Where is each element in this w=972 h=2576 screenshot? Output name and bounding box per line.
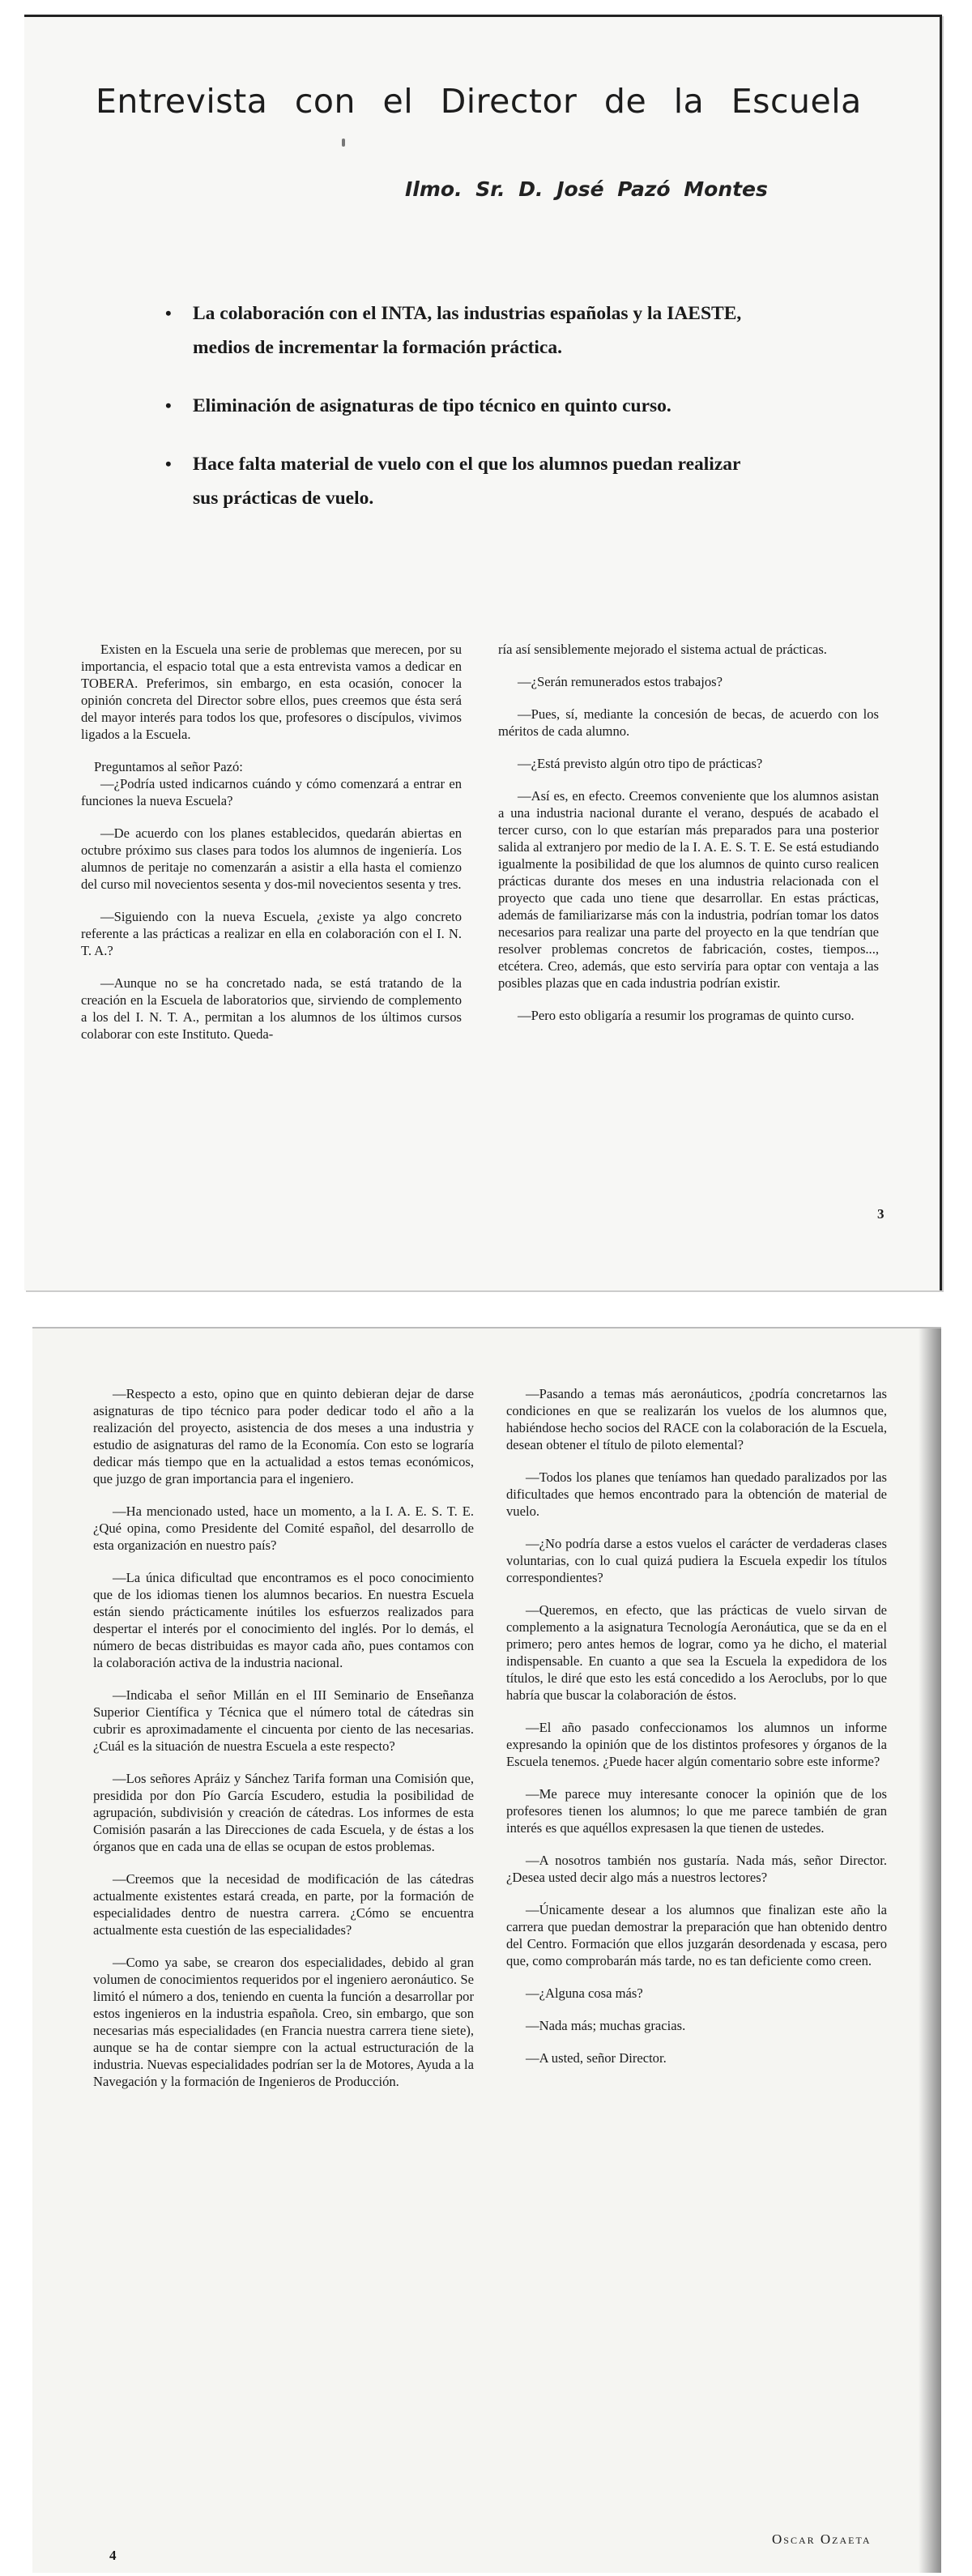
bullet-icon: •	[165, 303, 172, 323]
question-paragraph: —Ha mencionado usted, hace un momento, a la I. A. E. S. T. E. ¿Qué opina, como Presidente del Comité español, del desarrollo de esta organización en nuestro país?	[93, 1503, 474, 1553]
question-paragraph: —¿Está previsto algún otro tipo de prácticas?	[518, 756, 763, 771]
question-paragraph: —¿Alguna cosa más?	[526, 1985, 643, 2001]
answer-paragraph: —De acuerdo con los planes establecidos, quedarán abiertas en octubre próximo sus clases para todos los alumnos de ingeniería. Los alumnos de peritaje no comenzarán a asistir a ella hasta el comienzo del curso mil novecientos sesenta y dos-mil novecientos sesenta y tres.	[81, 825, 462, 892]
highlight-text: La colaboración con el INTA, las industrias españolas y la IAESTE, medios de incrementar la formación práctica.	[193, 303, 742, 358]
article-title: Entrevista con el Director de la Escuela	[96, 82, 862, 121]
question-paragraph: —Siguiendo con la nueva Escuela, ¿existe ya algo concreto referente a las prácticas a realizar en ella en colaboración con el I. N. T. A.?	[81, 909, 462, 958]
author-signature: Oscar Ozaeta	[772, 2531, 872, 2547]
question-paragraph: —Indicaba el señor Millán en el III Seminario de Enseñanza Superior Científica y Técnica que el número total de cátedras sin cubrir es aproximadamente el cincuenta por ciento de las necesarias. ¿Cuál es la situación de nuestra Escuela a este respecto?	[93, 1687, 474, 1754]
page3-column-left	[81, 641, 462, 1058]
question-paragraph: —A nosotros también nos gustaría. Nada más, señor Director. ¿Desea usted decir algo más a nuestros lectores?	[506, 1853, 887, 1885]
highlight-text: Eliminación de asignaturas de tipo técnico en quinto curso.	[193, 395, 671, 416]
magazine-page-3	[24, 15, 942, 1290]
highlight-text: Hace falta material de vuelo con el que los alumnos puedan realizar sus prácticas de vuelo.	[193, 454, 741, 509]
page-number: 3	[877, 1206, 885, 1222]
page4-column-right	[506, 1385, 887, 2082]
intro-paragraph: Existen en la Escuela una serie de problemas que merecen, por su importancia, el espacio total que a esta entrevista vamos a dedicar en TOBERA. Preferimos, sin embargo, en esta ocasión, conocer la opinión concreta del Director sobre ellos, pues creemos que ésta será del mayor interés para todos los que, profesores o discípulos, vivimos ligados a la Escuela.	[81, 642, 462, 742]
question-intro: Preguntamos al señor Pazó:	[94, 759, 243, 774]
question-paragraph: —¿Podría usted indicarnos cuándo y cómo comenzará a entrar en funciones la nueva Escuela?	[81, 776, 462, 808]
answer-paragraph: —Pues, sí, mediante la concesión de becas, de acuerdo con los méritos de cada alumno.	[498, 706, 879, 739]
magazine-page-4	[32, 1327, 941, 2573]
page3-column-right	[498, 641, 879, 1039]
highlights-list	[165, 296, 768, 540]
highlight-item	[165, 447, 768, 515]
answer-paragraph: —Aunque no se ha concretado nada, se está tratando de la creación en la Escuela de laboratorios que, sirviendo de complemento a los del I. N. T. A., permitan a los alumnos de los últimos cursos colaborar con este Instituto. Queda-	[81, 975, 462, 1042]
bullet-icon: •	[165, 454, 172, 474]
highlight-item	[165, 389, 768, 423]
bullet-icon: •	[165, 395, 172, 416]
answer-paragraph: —Me parece muy interesante conocer la opinión que de los profesores tienen los alumnos; lo que me parece también de gran interés es que aquéllos expresasen la que tienen de ustedes.	[506, 1786, 887, 1836]
answer-paragraph: —Nada más; muchas gracias.	[526, 2018, 686, 2033]
question-paragraph: —¿No podría darse a estos vuelos el carácter de verdaderas clases voluntarias, con lo cual quizá pudiera la Escuela expedir los títulos correspondientes?	[506, 1536, 887, 1585]
answer-continuation: ría así sensiblemente mejorado el sistema actual de prácticas.	[498, 642, 827, 657]
highlight-item	[165, 296, 768, 365]
answer-paragraph: —La única dificultad que encontramos es el poco conocimiento que de los idiomas tienen los alumnos becarios. En nuestra Escuela están siendo prácticamente inútiles los esfuerzos realizados para despertar el interés por el conocimiento del inglés. Por lo demás, el número de becas distribuidas es mayor cada año, pues contamos con la colaboración activa de la industria nacional.	[93, 1570, 474, 1670]
question-paragraph: —Pasando a temas más aeronáuticos, ¿podría concretarnos las condiciones en que se realizarán los vuelos de los alumnos que, habiéndose hecho socios del RACE con la colaboración de la Escuela, desean obtener el título de piloto elemental?	[506, 1386, 887, 1452]
answer-paragraph: —Todos los planes que teníamos han quedado paralizados por las dificultades que hemos encontrado para la obtención de material de vuelo.	[506, 1469, 887, 1519]
page-number: 4	[109, 2548, 117, 2563]
answer-paragraph: —Así es, en efecto. Creemos conveniente que los alumnos asistan a una industria nacional durante el verano, después de acabado el tercer curso, con lo que estarían más preparados para una posterior salida al extranjero por medio de la I. A. E. S. T. E. Se está estudiando igualmente la posibilidad de que los alumnos de quinto curso realicen prácticas durante dos meses en una industria relacionada con el proyecto que cada uno tiene que desarrollar. En estas prácticas, además de familiarizarse más con la industria, podrían tomar los datos necesarios para realizar una parte del proyecto en la que tendrían que resolver problemas concretos de fabricación, costes, tiempos..., etcétera. Creo, además, que esto serviría para optar con ventaja a las posibles plazas que en cada industria podrían existir.	[498, 788, 879, 991]
question-paragraph: —Creemos que la necesidad de modificación de las cátedras actualmente existentes estará creada, en parte, por la formación de especialidades dentro de nuestra carrera. ¿Cómo se encuentra actualmente esta cuestión de las especialidades?	[93, 1871, 474, 1938]
answer-paragraph: —Como ya sabe, se crearon dos especialidades, debido al gran volumen de conocimientos requeridos por el ingeniero aeronáutico. Se limitó el número a dos, teniendo en cuenta la función a desarrollar por estos ingenieros en la industria española. Creo, sin embargo, que son necesarias más especialidades (en Francia nuestra carrera tiene siete), aunque se ha de contar siempre con la actual estructuración de la industria. Nuevas especialidades podrían ser la de Motores, Ayuda a la Navegación y la formación de Ingenieros de Producción.	[93, 1955, 474, 2089]
question-paragraph: —Pero esto obligaría a resumir los programas de quinto curso.	[518, 1008, 855, 1023]
answer-paragraph: —Únicamente desear a los alumnos que finalizan este año la carrera que puedan demostrar la preparación que han obtenido dentro del Centro. Formación que ellos juzgarán desordenada y escasa, pero que, como comprobarán más tarde, no es tan deficiente como creen.	[506, 1902, 887, 1968]
answer-paragraph: —Queremos, en efecto, que las prácticas de vuelo sirvan de complemento a la asignatura Tecnología Aeronáutica, que se da en el primero; pero antes hemos de lograr, como ya he dicho, el material indispensable. En cuanto a que sea la Escuela la expedidora de los títulos, le diré que esto les está concedido a los Aeroclubs, por lo que habría que buscar la colaboración de éstos.	[506, 1602, 887, 1703]
question-paragraph: —¿Serán remunerados estos trabajos?	[518, 674, 723, 689]
page4-column-left	[93, 1385, 474, 2105]
question-paragraph: —El año pasado confeccionamos los alumnos un informe expresando la opinión que de los distintos profesores y órganos de la Escuela tenemos. ¿Puede hacer algún comentario sobre este informe?	[506, 1720, 887, 1769]
print-mark	[342, 139, 345, 147]
question-paragraph: —A usted, señor Director.	[526, 2050, 667, 2066]
answer-paragraph: —Respecto a esto, opino que en quinto debieran dejar de darse asignaturas de tipo técnico para poder dedicar todo el año a la realización del proyecto, asistencia de dos meses a una industria y estudio de asignaturas del ramo de la Economía. Con esto se lograría dedicar más tiempo que en la actualidad a estos temas económicos, que juzgo de gran importancia para el ingeniero.	[93, 1386, 474, 1486]
answer-paragraph: —Los señores Apráiz y Sánchez Tarifa forman una Comisión que, presidida por don Pío García Escudero, estudia la posibilidad de agrupación, subdivisión y creación de cátedras. Los informes de esta Comisión pasarán a las Direcciones de cada Escuela, y de éstas a los órganos que en cada una de ellas se ocupan de estos problemas.	[93, 1771, 474, 1854]
article-byline: Ilmo. Sr. D. José Pazó Montes	[405, 177, 768, 201]
